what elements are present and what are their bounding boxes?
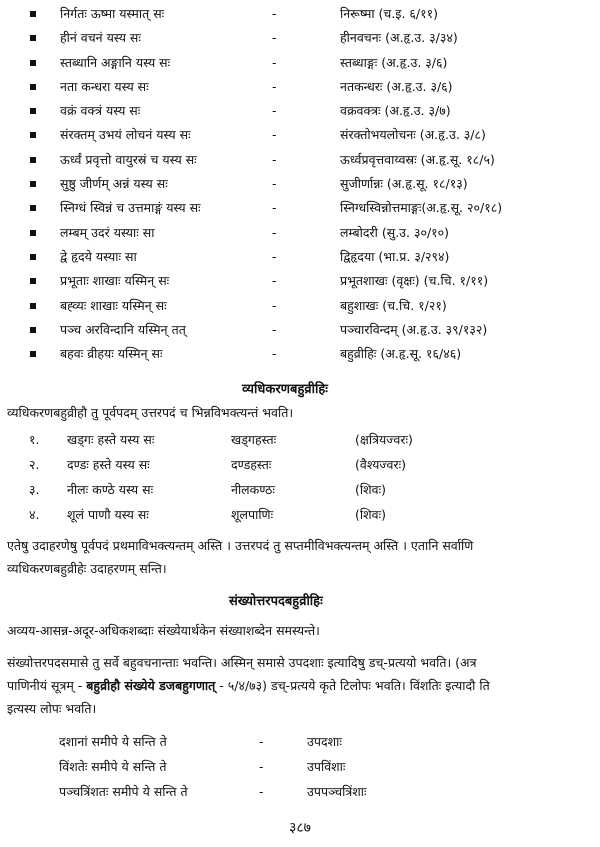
bullet-icon [30,205,36,211]
page-number: ३८७ [289,820,311,836]
bullet-icon [30,303,36,309]
section-intro: व्यधिकरणबहुव्रीहौ तु पूर्वपदम् उत्तरपदं च भिन्नविभक्त्यन्तं भवति। [7,405,294,420]
paragraph-line: संख्योत्तरपदसमासे तु सर्वे बहुवचनान्ताः भवन्ति। अस्मिन् समासे उपदशाः इत्यादिषु डच्-प्रत्ययो भवति। (अत्र [7,655,477,670]
example-row: पञ्चत्रिंशतः समीपे ये सन्ति ते - उपपञ्चत्रिंशाः [59,784,367,799]
list-item: सुष्ठु जीर्णम् अन्नं यस्य सः - सुजीर्णान्नः (अ.हृ.सू. १८/१३) [24,174,584,198]
example-row: ३. नीलः कण्ठे यस्य सः नीलकण्ठः (शिवः) [29,482,386,497]
example-row: २. दण्डः हस्ते यस्य सः दण्डहस्तः (वैश्यज्वरः) [29,457,407,472]
bullet-icon [30,181,36,187]
example-row: ४. शूलं पाणौ यस्य सः शूलपाणिः (शिवः) [29,507,386,522]
list-item: निर्गतः ऊष्मा यस्मात् सः - निरूष्मा (च.इ. ६/११) [24,4,584,28]
paragraph-line: व्यधिकरणबहुव्रीहेः उदाहरणम् सन्ति। [7,561,167,576]
paragraph-line: इत्यस्य लोपः भवति। [7,701,97,716]
paragraph-line: अव्यय-आसन्न-अदूर-अधिकशब्दाः संख्येयार्थकेन संख्याशब्देन समस्यन्ते। [7,623,320,638]
paragraph-line: पाणिनीयं सूत्रम् - बहुव्रीहौ संख्येये डजबहुगणात् - ५/४/७३) डच्-प्रत्यये कृते टिलोपः भवति। विंशतिः इत्यादौ ति [7,678,490,693]
bullet-icon [30,108,36,114]
list-item: संरक्तम् उभयं लोचनं यस्य सः - संरक्तोभयलोचनः (अ.हृ.उ. ३/८) [24,125,584,149]
bullet-icon [30,327,36,333]
sutra-text: बहुव्रीहौ संख्येये डजबहुगणात् [86,678,216,693]
list-item: प्रभूताः शाखाः यस्मिन् सः - प्रभूतशाखः (वृक्षः) (च.चि. १/११) [24,271,584,295]
list-item: स्निग्धं स्विन्नं च उत्तमाङ्गं यस्य सः - स्निग्धस्विन्नोत्तमाङ्गः(अ.हृ.सू. २०/१८) [24,198,584,222]
section-heading: संख्योत्तरपदबहुव्रीहिः [229,594,323,609]
bullet-icon [30,278,36,284]
list-item: लम्बम् उदरं यस्याः सा - लम्बोदरी (सु.उ. ३०/१०) [24,223,584,247]
list-item: पञ्च अरविन्दानि यस्मिन् तत् - पञ्चारविन्दम् (अ.हृ.उ. ३९/१३२) [24,320,584,344]
bullet-icon [30,351,36,357]
list-item: द्वे हृदये यस्याः सा - द्विहृदया (भा.प्र. ३/२९४) [24,247,584,271]
bullet-icon [30,11,36,17]
list-item: हीनं वचनं यस्य सः - हीनवचनः (अ.हृ.उ. ३/३४) [24,28,584,52]
bullet-icon [30,35,36,41]
bullet-icon [30,60,36,66]
list-item: वक्रं वक्त्रं यस्य सः - वक्रवक्त्रः (अ.हृ.उ. ३/७) [24,101,584,125]
list-item: नता कन्धरा यस्य सः - नतकन्धरः (अ.हृ.उ. ३/६) [24,77,584,101]
example-row: विंशतेः समीपे ये सन्ति ते - उपविंशाः [59,759,346,774]
list-item: बह्व्यः शाखाः यस्मिन् सः - बहुशाखः (च.चि. १/२१) [24,296,584,320]
bullet-icon [30,254,36,260]
list-item: ऊर्ध्वं प्रवृत्तो वायुरस्रं च यस्य सः - ऊर्ध्वप्रवृत्तवाय्वस्रः (अ.हृ.सू. १८/५) [24,150,584,174]
bullet-icon [30,84,36,90]
bahuvrihi-example-list [24,4,584,368]
example-row: दशानां समीपे ये सन्ति ते - उपदशाः [59,734,342,749]
paragraph-line: एतेषु उदाहरणेषु पूर्वपदं प्रथमाविभक्त्यन्तम् अस्ति । उत्तरपदं तु सप्तमीविभक्त्यन्तम् अस्ति । एतानि सर्वाणि [7,538,474,553]
list-item: बहवः व्रीहयः यस्मिन् सः - बहुव्रीहिः (अ.हृ.सू. १६/४६) [24,344,584,368]
section-heading: व्यधिकरणबहुव्रीहिः [242,382,328,397]
list-item: स्तब्धानि अङ्गानि यस्य सः - स्तब्धाङ्गः (अ.हृ.उ. ३/६) [24,53,584,77]
example-row: १. खड्गः हस्ते यस्य सः खड्गहस्तः (क्षत्रियज्वरः) [29,432,413,447]
bullet-icon [30,157,36,163]
bullet-icon [30,230,36,236]
bullet-icon [30,132,36,138]
